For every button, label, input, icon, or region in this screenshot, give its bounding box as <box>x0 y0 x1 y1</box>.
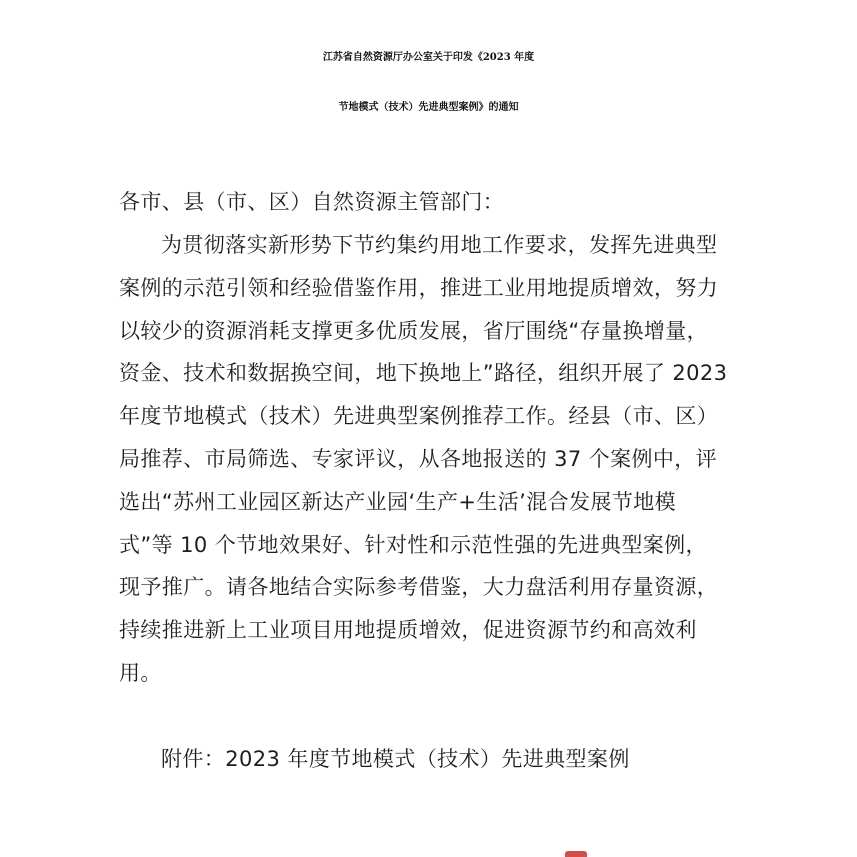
document-title-line-2: 节地模式（技术）先进典型案例》的通知 <box>338 102 519 113</box>
body-line: 以较少的资源消耗支撑更多优质发展，省厅围绕“存量换增量， <box>119 319 709 343</box>
addressee: 各市、县（市、区）自然资源主管部门： <box>119 190 505 214</box>
body-line: 局推荐、市局筛选、专家评议，从各地报送的 37 个案例中，评 <box>119 447 718 471</box>
document-title-line-1: 江苏省自然资源厅办公室关于印发《2023 年度 <box>322 52 535 63</box>
body-line: 为贯彻落实新形势下节约集约用地工作要求，发挥先进典型 <box>161 233 718 257</box>
seal-edge-mark <box>565 851 587 857</box>
body-line: 持续推进新上工业项目用地提质增效，促进资源节约和高效利 <box>119 618 697 642</box>
body-line: 选出“苏州工业园区新达产业园‘生产+生活’混合发展节地模 <box>119 490 677 514</box>
body-line: 用。 <box>119 661 162 685</box>
body-line: 案例的示范引领和经验借鉴作用，推进工业用地提质增效，努力 <box>119 276 719 300</box>
body-line: 年度节地模式（技术）先进典型案例推荐工作。经县（市、区） <box>119 404 719 428</box>
body-line: 资金、技术和数据换空间，地下换地上”路径，组织开展了 2023 <box>119 361 728 385</box>
attachment-note: 附件：2023 年度节地模式（技术）先进典型案例 <box>161 747 630 771</box>
body-line: 式”等 10 个节地效果好、针对性和示范性强的先进典型案例， <box>119 533 707 557</box>
body-line: 现予推广。请各地结合实际参考借鉴，大力盘活利用存量资源， <box>119 575 719 599</box>
